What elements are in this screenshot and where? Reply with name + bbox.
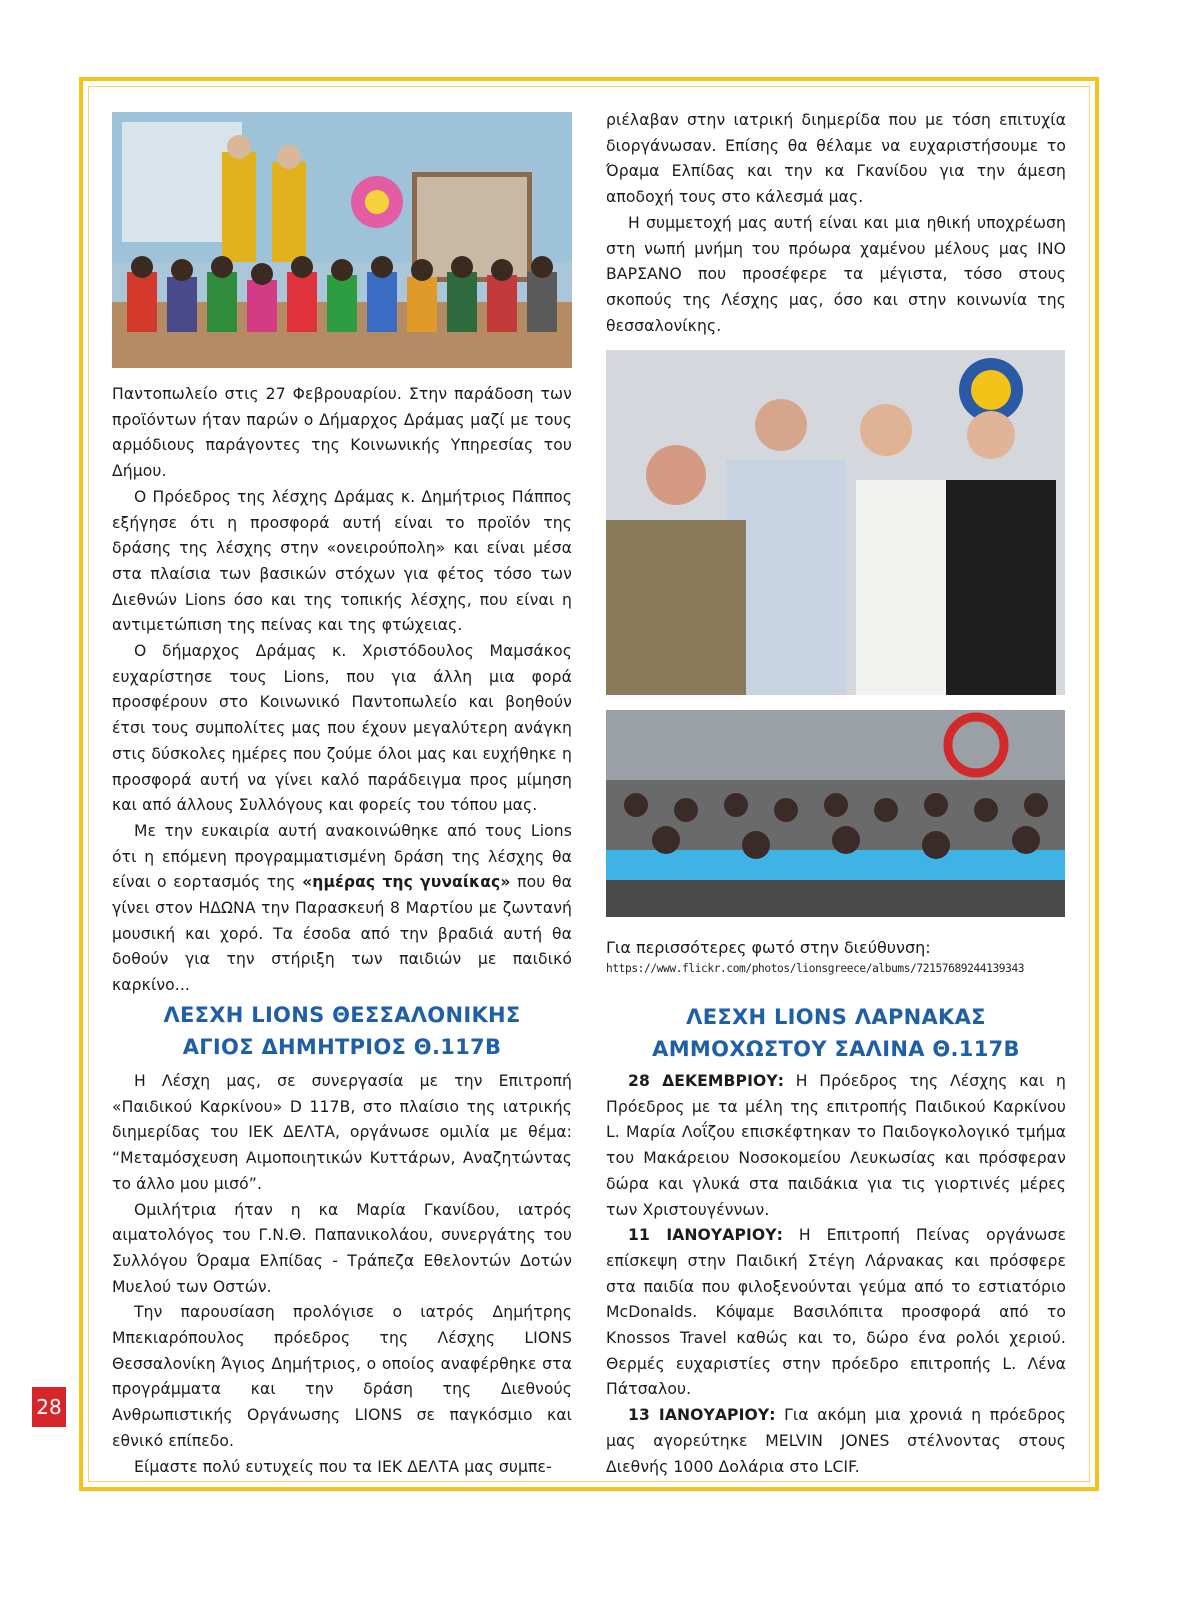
section-heading-larnaca: ΛΕΣΧΗ LIONS ΛΑΡΝΑΚΑΣ ΑΜΜΟΧΩΣΤΟΥ ΣΑΛΙΝΑ Θ.117Β bbox=[652, 1005, 1020, 1061]
paragraph: Η συμμετοχή μας αυτή είναι και μια ηθική υποχρέωση στη νωπή μνήμη του πρόωρα χαμένου μέλους μας ΙΝΟ ΒΑΡΣΑΝΟ που προσέφερε τα μέγιστα, τόσο στους σκοπούς της Λέσχης μας, όσο και στην κοινωνία της θεσσαλονίκης. bbox=[606, 213, 1066, 335]
paragraph: Με την ευκαιρία αυτή ανακοινώθηκε από τους Lions ότι η επόμενη προγραμματισμένη δράση της λέσχης θα είναι ο εορτασμός της «ημέρας της γυναίκας» που θα γίνει στον ΗΔΩΝΑ την Παρασκευή 8 Μαρτίου με ζωντανή μουσική και χορό. Τα έσοδα από την βραδιά αυτή θα δοθούν για την στήριξη των παιδιών με παιδικό καρκίνο... bbox=[112, 821, 573, 995]
group-portrait-photo bbox=[606, 350, 1065, 695]
paragraph: Ομιλήτρια ήταν η κα Μαρία Γκανίδου, ιατρός αιματολόγος του Γ.Ν.Θ. Παπανικολάου, συνεργάτης του Συλλόγου Όραμα Ελπίδας - Τράπεζα Εθελοντών Δοτών Μυελού των Οστών. bbox=[112, 1200, 572, 1296]
paragraph: Παντοπωλείο στις 27 Φεβρουαρίου. Στην παράδοση των προϊόντων ήταν παρών ο Δήμαρχος Δράμας μαζί με τους αρμόδιους παράγοντες της Κοινωνικής Υπηρεσίας του Δήμου. bbox=[112, 385, 572, 481]
right-body-text bbox=[606, 1069, 1066, 1480]
entry: 11 ΙΑΝΟΥΑΡΙΟΥ: Η Επιτροπή Πείνας οργάνωσε επίσκεψη στην Παιδική Στέγη Λάρνακας και πρόσφερε στα παιδία που φιλοξενούνται γεύμα από το εστιατόριο McDonalds. Κόψαμε Βασιλόπιτα προσφορά από το Knossos Travel καθώς και το, δώρο ένα ρολόι χεριού. Θερμές ευχαριστίες στην πρόεδρο επιτροπής L. Λένα Πάτσαλου. bbox=[606, 1226, 1066, 1399]
entry-date: 13 ΙΑΝΟΥΑΡΙΟΥ: bbox=[628, 1406, 776, 1425]
left-body-text bbox=[112, 1069, 572, 1480]
entry-date: 11 ΙΑΝΟΥΑΡΙΟΥ: bbox=[628, 1226, 783, 1245]
entry: 13 ΙΑΝΟΥΑΡΙΟΥ: Για ακόμη μια χρονιά η πρόεδρος μας αγορεύτηκε MELVIN JONES στέλνοντας στους Διεθνής 1000 Δολάρια στο LCIF. bbox=[606, 1406, 1066, 1476]
entry-date: 28 ΔΕΚΕΜΒΡΙΟΥ: bbox=[628, 1072, 785, 1090]
paragraph: Ο Πρόεδρος της λέσχης Δράμας κ. Δημήτριος Πάππος εξήγησε ότι η προσφορά αυτή είναι το προϊόν της δράσης της λέσχης στην «ονειρούπολη» και είναι μέσα στα πλαίσια των βασικών στόχων για φέτος τόσο των Διεθνών Lions όσο και της τοπικής λέσχης, που είναι η αντιμετώπιση της πείνας και της φτώχειας. bbox=[112, 487, 572, 635]
bold-phrase: «ημέρας της γυναίκας» bbox=[302, 873, 511, 892]
section-heading-thessaloniki: ΛΕΣΧΗ LIONS ΘΕΣΣΑΛΟΝΙΚΗΣ ΑΓΙΟΣ ΔΗΜΗΤΡΙΟΣ Θ.117Β bbox=[163, 1003, 521, 1059]
right-top-text bbox=[606, 108, 1066, 339]
auditorium-photo bbox=[606, 710, 1065, 917]
paragraph: Ο δήμαρχος Δράμας κ. Χριστόδουλος Μαμσάκος ευχαρίστησε τους Lions, που για άλλη μια φορά προσφέρουν στο Κοινωνικό Παντοπωλείο και βοηθούν έτσι τους συμπολίτες μας που έχουν μεγαλύτερη ανάγκη στις δύσκολες ημέρες που ζούμε όλοι μας και ευχήθηκε η προσφορά αυτή να γίνει καλό παράδειγμα προς μίμηση και από άλλους Συλλόγους και φορείς του τόπου μας. bbox=[112, 642, 572, 815]
page-number: 28 bbox=[32, 1387, 66, 1427]
paragraph: ριέλαβαν στην ιατρική διημερίδα που με τόση επιτυχία διοργάνωσαν. Επίσης θα θέλαμε να ευχαριστήσουμε το Όραμα Ελπίδας και την κα Γκανίδου για την άμεση αποδοχή τους στο κάλεσμά μας. bbox=[606, 111, 1066, 207]
photo-caption: Για περισσότερες φωτό στην διεύθυνση: bbox=[606, 938, 931, 957]
entry: 28 ΔΕΚΕΜΒΡΙΟΥ: Η Πρόεδρος της Λέσχης και η Πρόεδρος με τα μέλη της επιτροπής Παιδικού Καρκίνου L. Μαρία Λοΐζου επισκέφτηκαν το Παιδογκολογικό τμήμα του Μακάρειου Νοσοκομείου Λευκωσίας και πρόσφεραν δώρα και γλυκά στα παιδάκια για τις γιορτινές μέρες των Χριστουγέννων. bbox=[606, 1072, 1066, 1219]
paragraph: Η Λέσχη μας, σε συνεργασία με την Επιτροπή «Παιδικού Καρκίνου» D 117B, στο πλαίσιο της ιατρικής διημερίδας του ΙΕΚ ΔΕΛΤΑ, οργάνωσε ομιλία με θέμα: “Μεταμόσχευση Αιμοποιητικών Κυττάρων, Αναζητώντας το άλλο μου μισό”. bbox=[112, 1072, 572, 1193]
paragraph: Είμαστε πολύ ευτυχείς που τα ΙΕΚ ΔΕΛΤΑ μας συμπε- bbox=[134, 1457, 552, 1476]
classroom-photo bbox=[112, 112, 572, 368]
left-intro-text bbox=[112, 382, 572, 999]
paragraph: Την παρουσίαση προλόγισε ο ιατρός Δημήτρης Μπεκιαρόπουλος πρόεδρος της Λέσχης LIONS Θεσσαλονίκη Άγιος Δημήτριος, ο οποίος αναφέρθηκε στα προγράμματα και την δράση της Διεθνούς Ανθρωπιστικής Οργάνωσης LIONS σε παγκόσμιο και εθνικό επίπεδο. bbox=[112, 1303, 572, 1450]
flickr-link[interactable]: https://www.flickr.com/photos/lionsgreece/albums/72157689244139343 bbox=[606, 962, 1025, 975]
